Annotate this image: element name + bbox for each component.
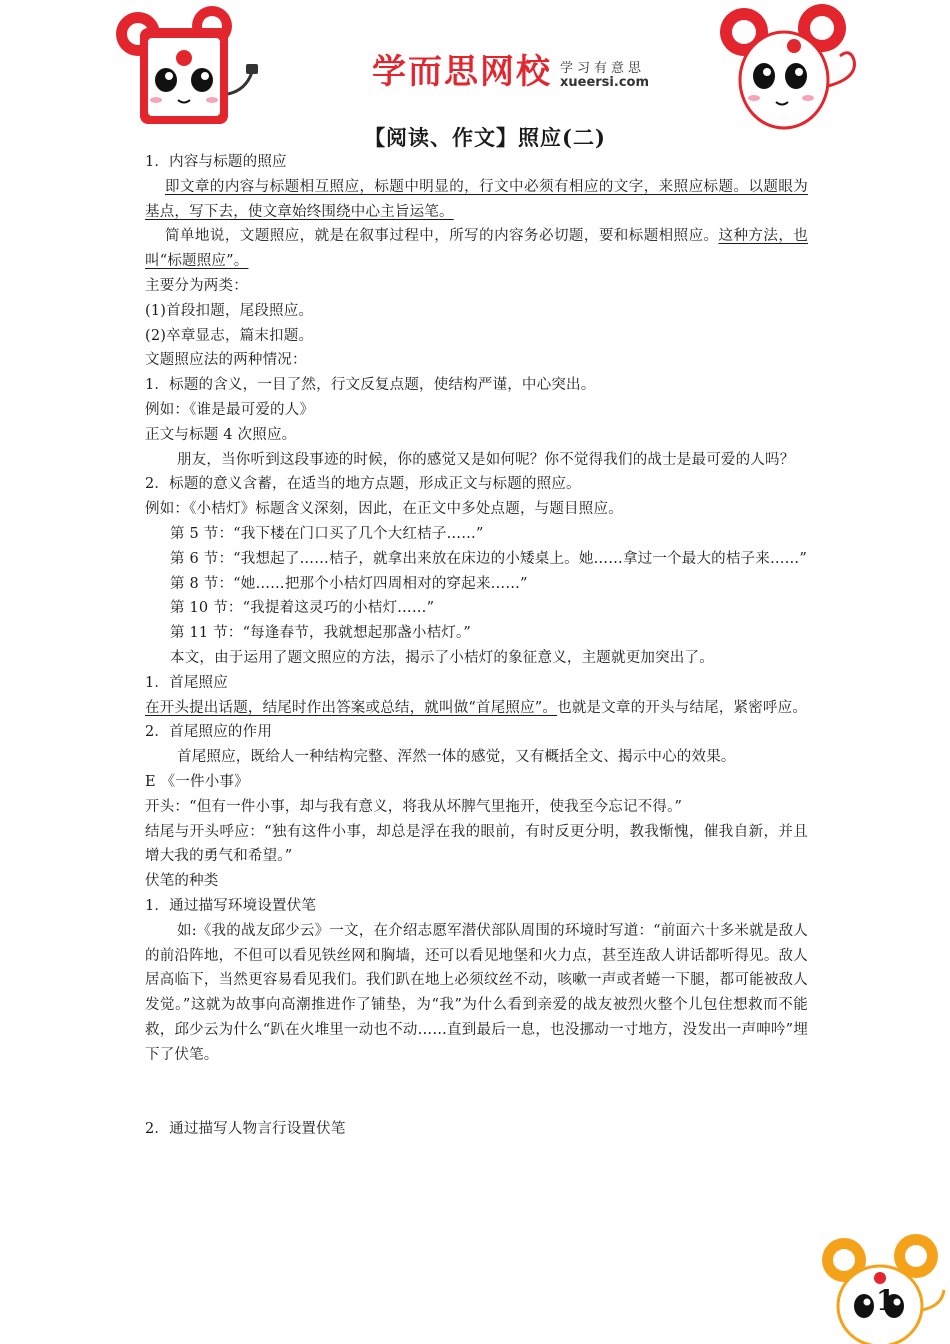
quote-paragraph: 第 5 节：“我下楼在门口买了几个大红桔子……”: [170, 525, 484, 542]
brand-logo: [372, 48, 649, 92]
mascot-logo-left: [112, 4, 272, 134]
page-header: [0, 0, 950, 130]
list-item: (2)卒章显志，篇末扣题。: [145, 327, 314, 344]
quote-paragraph: 朋友，当你听到这段事迹的时候，你的感觉又是如何呢？你不觉得我们的战士是最可爱的人吗？: [177, 451, 795, 468]
list-item: (1)首段扣题，尾段照应。: [145, 302, 314, 319]
paragraph: 例如：《谁是最可爱的人》: [145, 401, 315, 418]
quote-paragraph: 第 10 节：“我提着这灵巧的小桔灯……”: [170, 600, 435, 617]
section-heading: 1．内容与标题的照应: [145, 154, 287, 170]
section-heading: 2．首尾照应的作用: [145, 724, 273, 741]
paragraph: 本文，由于运用了题文照应的方法，揭示了小桔灯的象征意义，主题就更加突出了。: [170, 649, 714, 666]
paragraph: E 《一件小事》: [145, 773, 249, 790]
quote-paragraph: 第 11 节：“每逢春节，我就想起那盏小桔灯。”: [170, 625, 472, 642]
section-heading: 伏笔的种类: [145, 873, 219, 890]
document-title: 【阅读、作文】照应(二): [364, 125, 606, 150]
mascot-mouse-right: [712, 2, 872, 132]
logo-slogan: 学习有意思: [560, 61, 646, 76]
logo-wordmark: 学而思网校: [372, 52, 552, 92]
spacer: [145, 1067, 808, 1117]
section-heading: 1．首尾照应: [145, 674, 228, 691]
logo-url: xueersi.com: [560, 75, 650, 90]
paragraph: 主要分为两类：: [145, 277, 248, 294]
paragraph: 简单地说，文题照应，就是在叙事过程中，所写的内容务必切题，要和标题相照应。这种方法，也叫“标题照应”。: [145, 228, 808, 270]
list-item: 1．通过描写环境设置伏笔: [145, 897, 317, 914]
paragraph: 首尾照应，既给人一种结构完整、浑然一体的感觉，又有概括全文、揭示中心的效果。: [177, 749, 736, 766]
paragraph: 例如：《小桔灯》标题含义深刻，因此，在正文中多处点题，与题目照应。: [145, 501, 623, 518]
paragraph: 在开头提出话题，结尾时作出答案或总结，就叫做“首尾照应”。也就是文章的开头与结尾，紧密呼应。: [145, 699, 808, 716]
list-item: 1．标题的含义，一目了然，行文反复点题，使结构严谨，中心突出。: [145, 377, 596, 394]
paragraph: 即文章的内容与标题相互照应，标题中明显的，行文中必须有相应的文字，来照应标题。以题眼为基点，写下去，使文章始终围绕中心主旨运笔。: [145, 178, 808, 220]
paragraph: 文题照应法的两种情况：: [145, 352, 307, 369]
paragraph: 结尾与开头呼应：“独有这件小事，却总是浮在我的眼前，有时反更分明，教我惭愧，催我自新，并且增大我的勇气和希望。”: [145, 823, 808, 865]
paragraph: 开头：“但有一件小事，却与我有意义，将我从坏脾气里拖开，使我至今忘记不得。”: [145, 798, 683, 815]
document-body: [145, 150, 808, 1142]
paragraph: 如:《我的战友邱少云》一文，在介绍志愿军潜伏部队周围的环境时写道：“前面六十多米就是敌人的前沿阵地，不但可以看见铁丝网和胸墙，还可以看见地堡和火力点，甚至连敌人讲话都听得见。敌人居高临下，当然更容易看见我们。我们趴在地上必须纹丝不动，咳嗽一声或者蜷一下腿，都可能被敌人发觉。”这就为故事向高潮推进作了铺垫，为“我”为什么看到亲爱的战友被烈火整个儿包住想救而不能救，邱少云为什么“趴在火堆里一动也不动……直到最后一息，也没挪动一寸地方，没发出一声呻吟”埋下了伏笔。: [145, 922, 808, 1063]
paragraph: 正文与标题 4 次照应。: [145, 426, 297, 443]
quote-paragraph: 第 6 节：“我想起了……桔子，就拿出来放在床边的小矮桌上。她……拿过一个最大的桔子来……”: [170, 550, 807, 567]
quote-paragraph: 第 8 节：“她……把那个小桔灯四周相对的穿起来……”: [170, 575, 528, 592]
page-number: 1: [876, 1284, 896, 1317]
list-item: 2．标题的意义含蓄，在适当的地方点题，形成正文与标题的照应。: [145, 476, 581, 493]
list-item: 2．通过描写人物言行设置伏笔: [145, 1121, 346, 1138]
